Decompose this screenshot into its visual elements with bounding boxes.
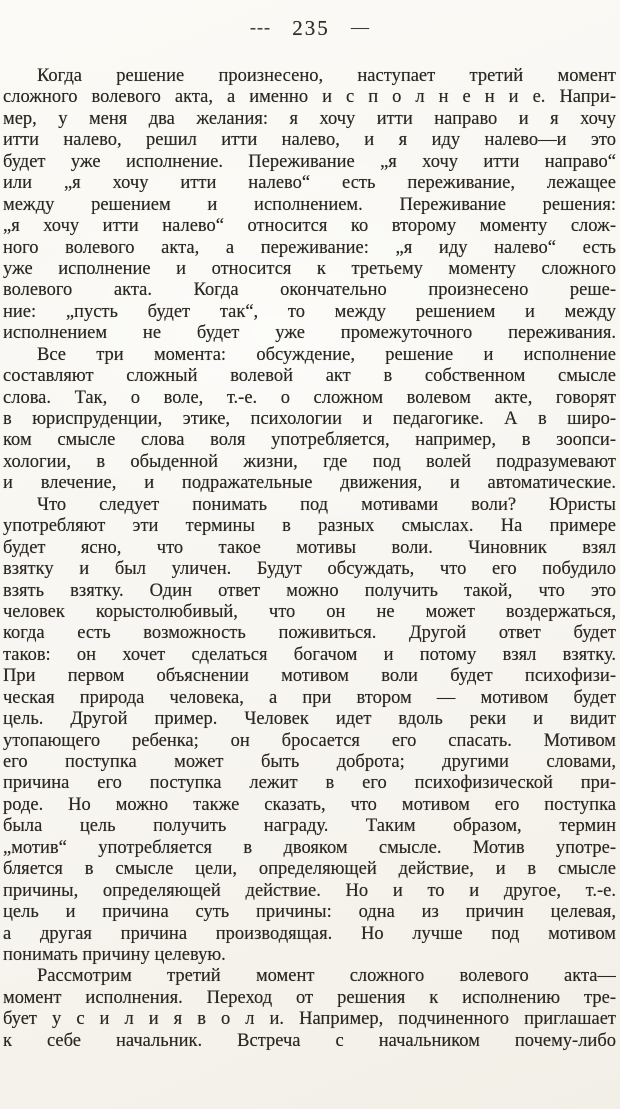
text-line: мер, у меня два желания: я хочу итти направо и я хочу <box>3 108 616 129</box>
text-line: его поступка может быть доброта; другими словами, <box>3 752 616 772</box>
text-line: между решением и исполнением. Переживание решения: <box>3 194 616 215</box>
text-line: взятку и был уличен. Будут обсуждать, что его побудило <box>3 559 616 580</box>
text-line: При первом объяснении мотивом воли будет психофизи- <box>3 666 616 687</box>
paragraph <box>3 495 616 967</box>
page-number: 235 <box>292 16 330 40</box>
text-line: момент исполнения. Переход от решения к исполнению тре- <box>3 987 616 1008</box>
text-line: причины, определяющей действие. Но и то и другое, т.-е. <box>3 880 616 901</box>
text-line: Все три момента: обсуждение, решение и исполнение <box>37 344 616 365</box>
paragraph <box>3 966 616 1052</box>
text-line: „я хочу итти налево“ относится ко второму моменту слож- <box>3 216 616 237</box>
text-line: цель. Другой пример. Человек идет вдоль реки и видит <box>3 709 616 730</box>
text-line: ком смысле слова воля употребляется, например, в зоопси- <box>3 430 616 451</box>
text-line: уже исполнение и относится к третьему моменту сложного <box>3 258 616 279</box>
paragraph <box>3 66 616 345</box>
text-line: Что следует понимать под мотивами воли? Юристы <box>37 494 616 515</box>
text-line: роде. Но можно также сказать, что мотивом его поступка <box>3 794 616 815</box>
page-header <box>0 0 620 41</box>
text-line: взять взятку. Один ответ можно получить такой, что это <box>3 580 616 601</box>
text-line: утопающего ребенка; он бросается его спасать. Мотивом <box>3 730 616 751</box>
text-line: и влечение, и подражательные движения, и автоматические. <box>3 473 616 494</box>
text-line: понимать причину целевую. <box>3 944 226 965</box>
text-line: человек корыстолюбивый, что он не может воздержаться, <box>3 601 616 622</box>
text-line: ческая природа человека, а при втором — мотивом будет <box>3 687 616 708</box>
text-line: причина его поступка лежит в его психофизической при- <box>3 773 616 794</box>
text-line: бует у с и л и я в о л и. Например, подчиненного приглашает <box>3 1009 616 1030</box>
text-line: „мотив“ употребляется в двояком смысле. Мотив употре- <box>3 837 616 858</box>
text-line: бляется в смысле цели, определяющей действие, и в смысле <box>3 859 616 880</box>
text-line: будет ясно, что такое мотивы воли. Чиновник взял <box>3 537 616 558</box>
text-line: сложного волевого акта, а именно и с п о л н е н и е. Напри- <box>3 87 616 108</box>
text-line: была цель получить награду. Таким образом, термин <box>3 816 616 837</box>
paragraph <box>3 345 616 495</box>
header-dash-right: — <box>350 17 370 37</box>
text-line: итти налево, решил итти налево, и я иду налево—и это <box>3 130 616 151</box>
text-line: ного волевого акта, а переживание: „я иду налево“ есть <box>3 237 616 258</box>
text-line: цель и причина суть причины: одна из причин целевая, <box>3 902 616 923</box>
text-line: хологии, в обыденной жизни, где под волей подразумевают <box>3 451 616 472</box>
header-dash-left: --- <box>250 17 271 37</box>
text-line: ние: „пусть будет так“, то между решением и между <box>3 301 616 322</box>
text-line: Рассмотрим третий момент сложного волевого акта— <box>37 966 616 987</box>
text-line: Когда решение произнесено, наступает третий момент <box>37 66 616 86</box>
text-line: употребляют эти термины в разных смыслах. На примере <box>3 516 616 537</box>
text-line: а другая причина производящая. Но лучше под мотивом <box>3 923 616 944</box>
text-line: в юриспруденции, этике, психологии и педагогике. А в широ- <box>3 409 616 429</box>
text-line: когда есть возможность поживиться. Другой ответ будет <box>3 623 616 644</box>
text-line: слова. Так, о воле, т.-е. о сложном волевом акте, говорят <box>3 387 616 408</box>
text-column <box>3 66 616 1052</box>
text-line: или „я хочу итти налево“ есть переживание, лежащее <box>3 173 616 194</box>
text-line: составляют сложный волевой акт в собственном смысле <box>3 366 616 387</box>
text-line: будет уже исполнение. Переживание „я хочу итти направо“ <box>3 151 616 172</box>
text-line: исполнением не будет уже промежуточного переживания. <box>3 323 616 344</box>
text-line: волевого акта. Когда окончательно произнесено реше- <box>3 280 616 301</box>
text-line: таков: он хочет сделаться богачом и потому взял взятку. <box>3 644 616 665</box>
text-line: к себе начальник. Встреча с начальником почему-либо <box>3 1030 616 1051</box>
